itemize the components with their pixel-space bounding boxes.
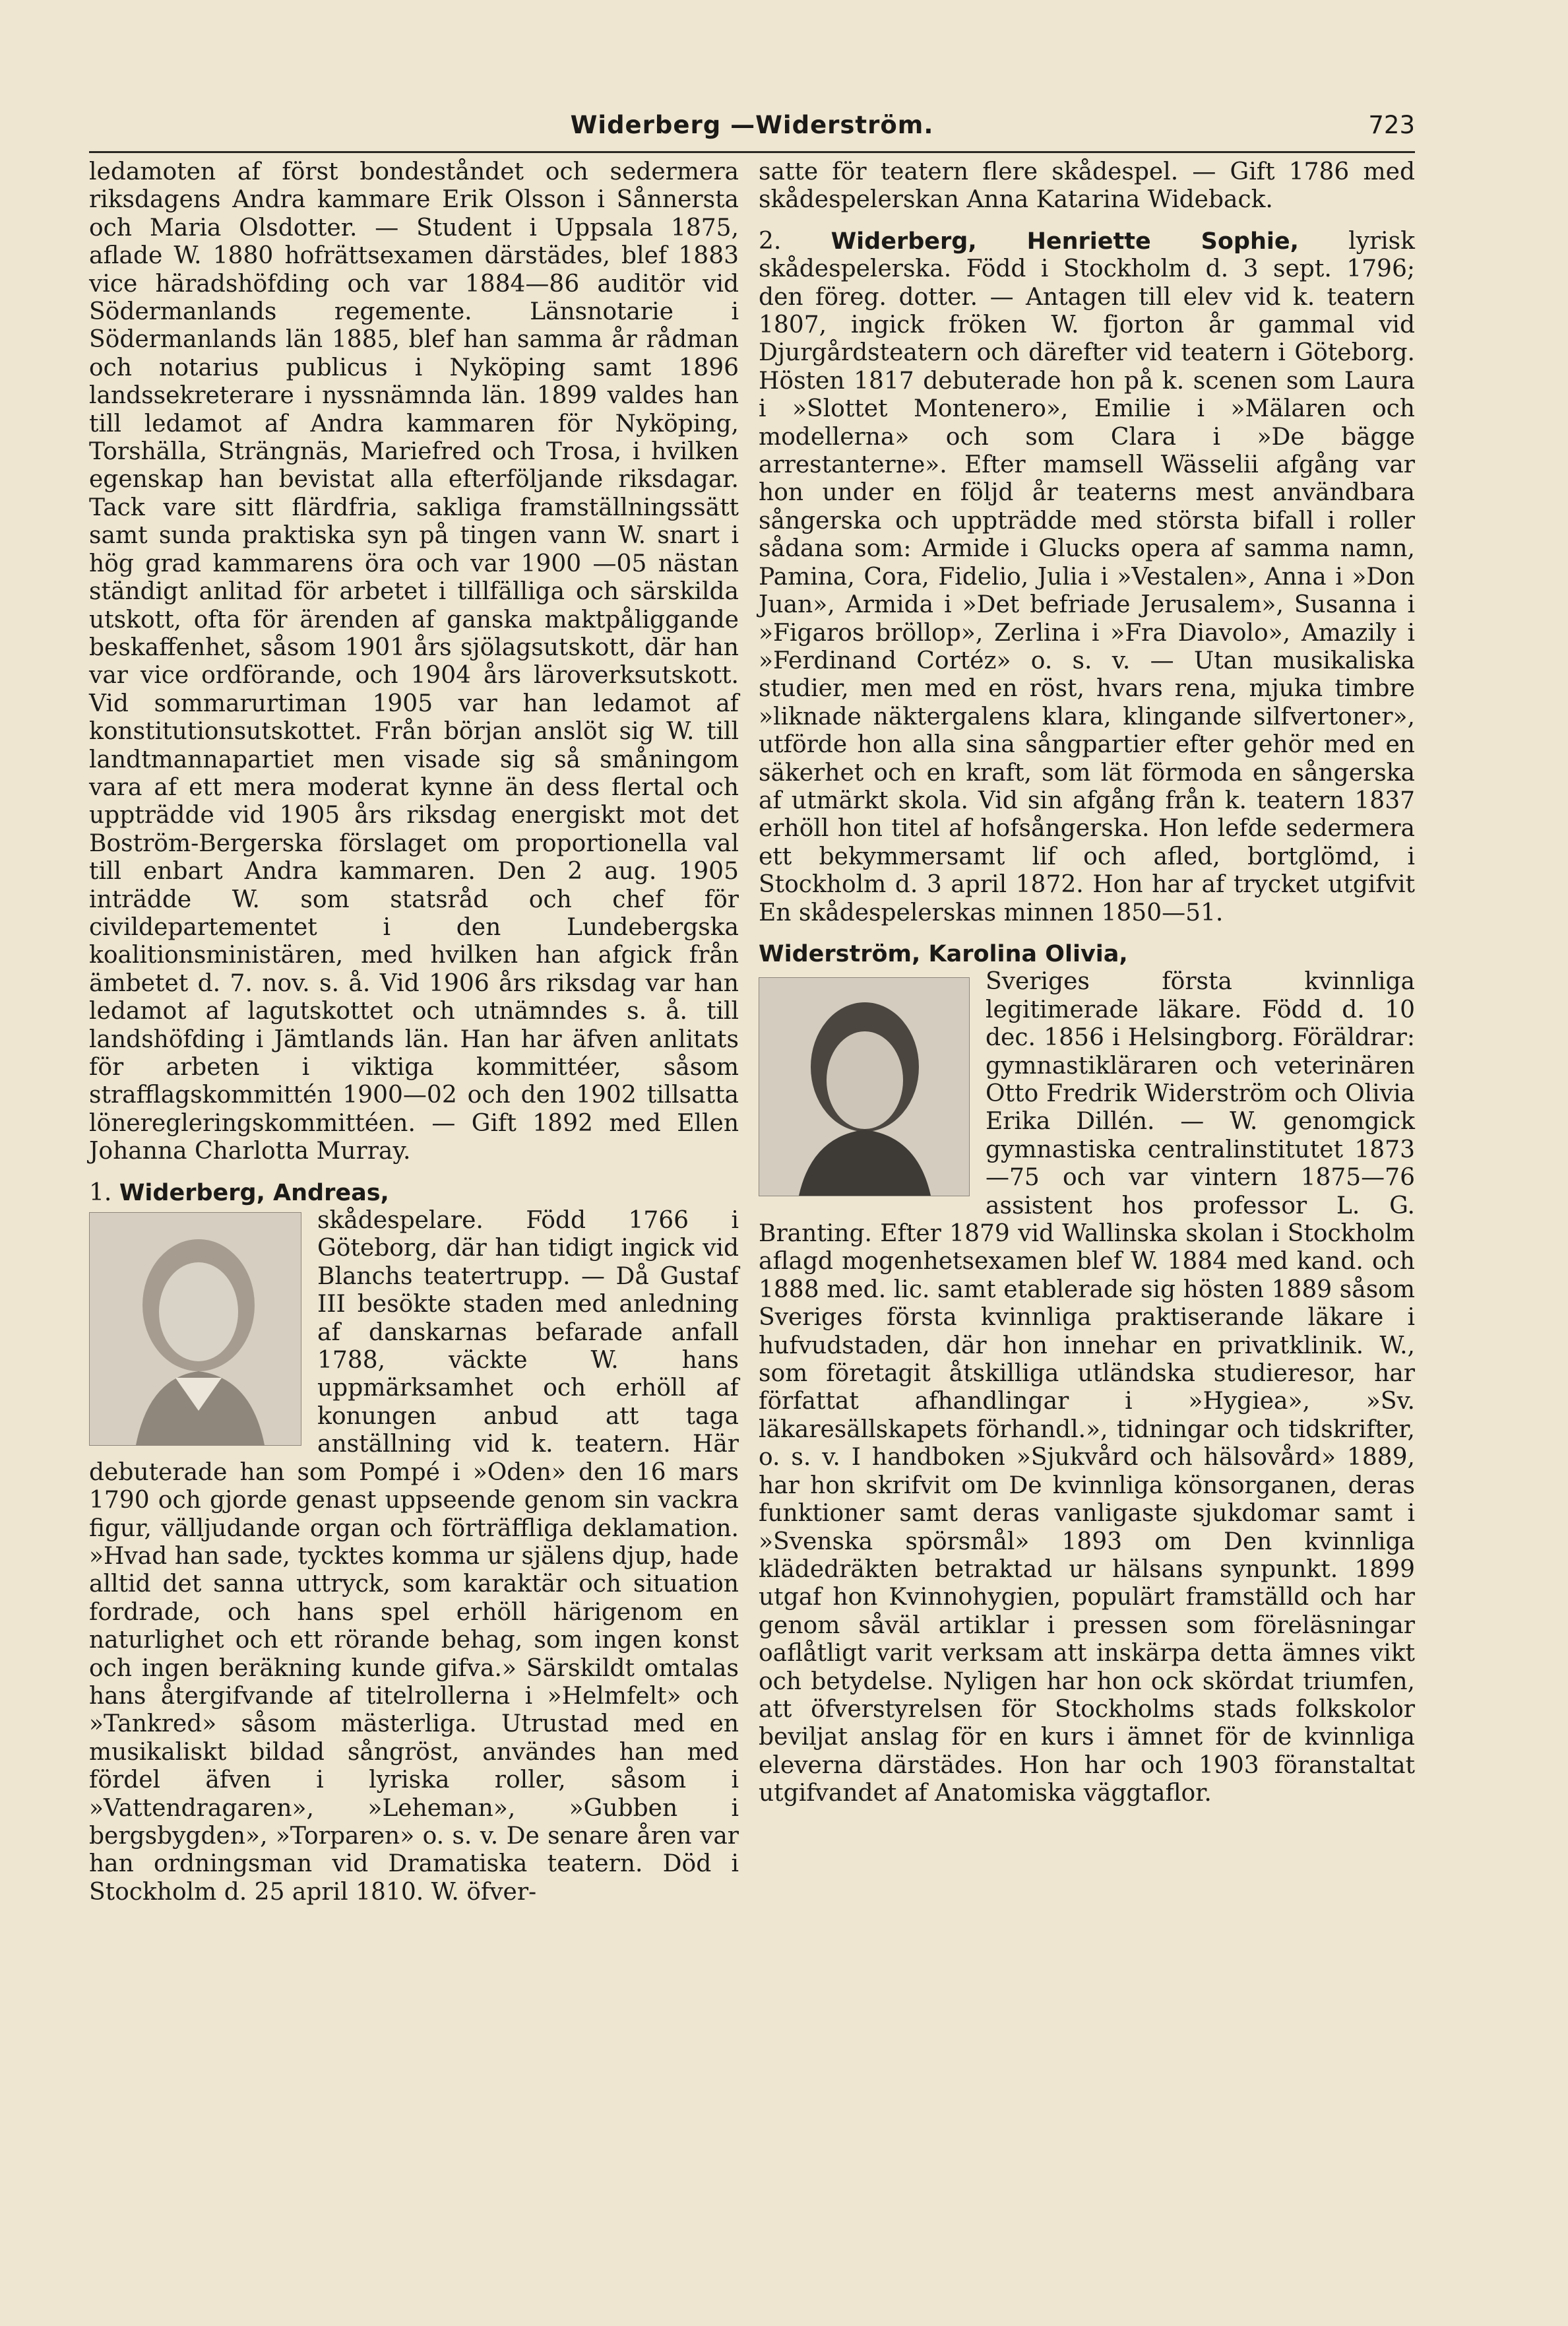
running-head: Widerberg —Widerström. [570, 111, 934, 139]
page-number: 723 [1368, 111, 1415, 139]
right-column [759, 158, 1415, 1808]
entry-heading: Widerberg, Andreas, [119, 1179, 389, 1206]
entry-heading: Widerström, Karolina Olivia, [759, 940, 1128, 967]
page-header [89, 111, 1415, 150]
entry-number: 2. [759, 227, 782, 255]
left-column [89, 158, 739, 1906]
entry-body: skådespelare. Född 1766 i Göteborg, där han tidigt ingick vid Blanchs teatertrupp. — Då Gustaf III besökte staden med anledning af danskarnas befarade anfall 1788, väckte W. hans uppmärksamhet och erhöll af konungen anbud att taga anställning vid k. teatern. Här debuterade han som Pompé i »Oden» den 16 mars 1790 och gjorde genast uppseende genom sin vackra figur, välljudande organ och förträffliga deklamation. »Hvad han sade, tycktes komma ur själens djup, hade alltid det sanna uttryck, som karaktär och situation fordrade, och hans spel erhöll härigenom en naturlighet och ett rörande behag, som ingen konst och ingen beräkning kunde gifva.» Särskildt omtalas hans återgifvande af titelrollerna i »Helmfelt» och »Tankred» såsom mästerliga. Utrustad med en musikaliskt bildad sångröst, användes han med fördel äfven i lyriska roller, såsom i »Vattendragaren», »Leheman», »Gubben i bergsbygden», »Torparen» o. s. v. De senare åren var han ordningsman vid Dramatiska teatern. Död i Stockholm d. 25 april 1810. W. öfver- [89, 1207, 739, 1906]
entry-body: lyrisk skådespelerska. Född i Stockholm d. 3 sept. 1796; den föreg. dotter. — Antagen till elev vid k. teatern 1807, ingick fröken W. fjorton år gammal vid Djurgårdsteatern och därefter vid teatern i Göteborg. Hösten 1817 debuterade hon på k. scenen som Laura i »Slottet Montenero», Emilie i »Mälaren och modellerna» och som Clara i »De bägge arrestanterne». Efter mamsell Wässelii afgång var hon under en följd år teaterns mest användbara sångerska och uppträdde med största bifall i roller sådana som: Armide i Glucks opera af samma namn, Pamina, Cora, Fidelio, Julia i »Vestalen», Anna i »Don Juan», Armida i »Det befriade Jerusalem», Susanna i »Figaros bröllop», Zerlina i »Fra Diavolo», Amazily i »Ferdinand Cortéz» o. s. v. — Utan musikaliska studier, men med en röst, hvars rena, mjuka timbre »liknade näktergalens klara, klingande silfvertoner», utförde hon alla sina sångpartier efter gehör med en säkerhet och en kraft, som lät förmoda en sångerska af utmärkt skola. Vid sin afgång från k. teatern 1837 erhöll hon titel af hofsångerska. Hon lefde sedermera ett bekymmersamt lif och afled, bortglömd, i Stockholm d. 3 april 1872. Hon har af trycket utgifvit En skådespelerskas minnen 1850—51. [759, 227, 1415, 926]
entry-karolina-widerstrom [759, 940, 1415, 968]
entry-number: 1. [89, 1179, 112, 1206]
portrait-karolina-widerstrom [759, 977, 970, 1196]
header-rule [89, 151, 1415, 153]
entry-heading: Widerberg, Henriette Sophie, [831, 228, 1299, 255]
portrait-andreas-widerberg [89, 1212, 301, 1446]
entry-andreas-widerberg [89, 1179, 739, 1207]
entry-henriette-widerberg [759, 228, 1415, 927]
entry-continuation-paragraph: satte för teatern flere skådespel. — Gift 1786 med skådespelerskan Anna Katarina Wideback. [759, 158, 1415, 214]
entry-body: Sveriges första kvinnliga legitimerade läkare. Född d. 10 dec. 1856 i Helsingborg. Föräldrar: gymnastikläraren och veterinären Otto Fredrik Widerström och Olivia Erika Dillén. — W. genomgick gymnastiska centralinstitutet 1873—75 och var vintern 1875—76 assistent hos professor L. G. Branting. Efter 1879 vid Wallinska skolan i Stockholm aflagd mogenhetsexamen blef W. 1884 med kand. och 1888 med. lic. samt etablerade sig hösten 1889 såsom Sveriges första kvinnliga praktiserande läkare i hufvudstaden, där hon innehar en privatklinik. W., som företagit åtskilliga utländska studieresor, har författat afhandlingar i »Hygiea», »Sv. läkaresällskapets förhandl.», tidningar och tidskrifter, o. s. v. I handboken »Sjukvård och hälsovård» 1889, har hon skrifvit om De kvinnliga könsorganen, deras funktioner samt deras vanligaste sjukdomar samt i »Svenska spörsmål» 1893 om Den kvinnliga klädedräkten betraktad ur hälsans synpunkt. 1899 utgaf hon Kvinnohygien, populärt framställd och har genom såväl artiklar i pressen som föreläsningar oaflåtligt varit verksam att inskärpa detta ämnes vikt och betydelse. Nyligen har hon ock skördat triumfen, att öfverstyrelsen för Stockholms stads folkskolor beviljat anslag för en kurs i ämnet för de kvinnliga eleverna därstädes. Hon har och 1903 föranstaltat utgifvandet af Anatomiska väggtaflor. [759, 968, 1415, 1807]
entry-continuation-paragraph: ledamoten af först bondeståndet och sedermera riksdagens Andra kammare Erik Olsson i Sånnersta och Maria Olsdotter. — Student i Uppsala 1875, aflade W. 1880 hofrättsexamen därstädes, blef 1883 vice häradshöfding och var 1884—86 auditör vid Södermanlands regemente. Länsnotarie i Södermanlands län 1885, blef han samma år rådman och notarius publicus i Nyköping samt 1896 landssekreterare i nyssnämnda län. 1899 valdes han till ledamot af Andra kammaren för Nyköping, Torshälla, Strängnäs, Mariefred och Trosa, i hvilken egenskap han bevistat alla efterföljande riksdagar. Tack vare sitt flärdfria, sakliga framställningssätt samt sunda praktiska syn på tingen vann W. snart i hög grad kammarens öra och var 1900 —05 nästan ständigt anlitad för arbetet i tillfälliga och särskilda utskott, ofta för ärenden af ganska maktpåliggande beskaffenhet, såsom 1901 års sjölagsutskott, där han var vice ordförande, och 1904 års läroverksutskott. Vid sommarurtiman 1905 var han ledamot af konstitutionsutskottet. Från början anslöt sig W. till landtmannapartiet men visade sig så småningom vara af ett mera moderat kynne än dess flertal och uppträdde vid 1905 års riksdag energiskt mot det Boström-Bergerska förslaget om proportionella val till enbart Andra kammaren. Den 2 aug. 1905 inträdde W. som statsråd och chef för civildepartementet i den Lundebergska koalitionsministären, med hvilken han afgick från ämbetet d. 7. nov. s. å. Vid 1906 års riksdag var han ledamot af lagutskottet och utnämndes s. å. till landshöfding i Jämtlands län. Han har äfven anlitats för arbeten i viktiga kommittéer, såsom strafflagskommittén 1900—02 och den 1902 tillsatta löneregleringskommittéen. — Gift 1892 med Ellen Johanna Charlotta Murray. [89, 158, 739, 1165]
